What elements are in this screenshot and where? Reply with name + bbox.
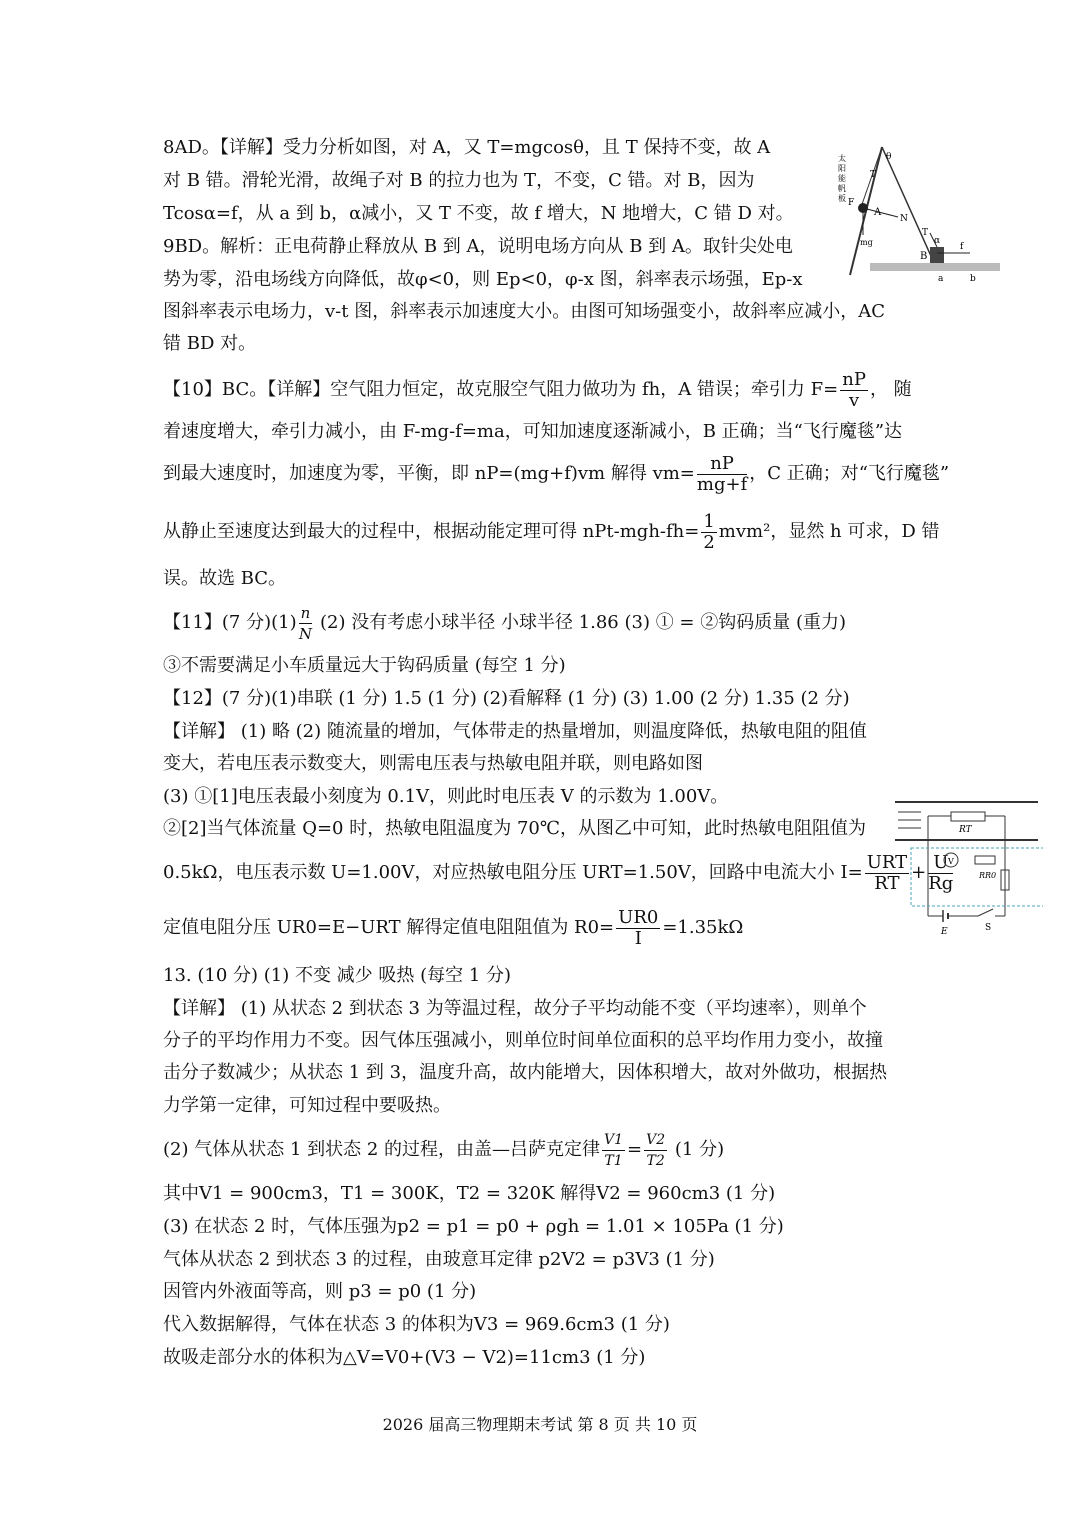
fraction-numerator: nP: [697, 454, 747, 475]
fraction-denominator: Rg: [928, 872, 954, 894]
q12-line-5: ②[2]当气体流量 Q=0 时，热敏电阻温度为 70℃，从图乙中可知，此时热敏电阻阻值为: [163, 818, 866, 839]
fig1-label-f: f: [960, 242, 964, 252]
fraction-denominator: T1: [604, 1152, 623, 1169]
force-diagram-figure: [830, 135, 1000, 285]
fraction-numerator: 1: [703, 510, 715, 532]
switch: [978, 909, 993, 916]
fraction-v2-over-t2: [644, 1130, 667, 1171]
q13-line-6-text-b: (1 分): [669, 1139, 725, 1160]
q11-line-1-text-b: (2) 没有考虑小球半径 小球半径 1.86 (3) ① = ②钩码质量 (重力): [314, 612, 846, 633]
q10-line-3-text-b: ，C 正确；对“飞行魔毯”: [749, 463, 950, 484]
fraction-v1-over-t1: [602, 1130, 625, 1171]
q9-line-2: 势为零，沿电场线方向降低，故φ<0，则 Ep<0，φ-x 图，斜率表示场强，Ep-x: [163, 269, 803, 290]
q10-line-4-text-a: 从静止至速度达到最大的过程中，根据动能定理可得 nPt-mgh-fh=: [163, 521, 700, 542]
q11-line-1-text-a: 【11】(7 分)(1): [163, 612, 297, 633]
q13-line-5: 力学第一定律，可知过程中要吸热。: [163, 1095, 451, 1116]
fraction-denominator: N: [298, 624, 313, 643]
fraction-numerator: UR0: [618, 906, 659, 928]
q13-line-11: 代入数据解得，气体在状态 3 的体积为V3 = 969.6cm3 (1 分): [163, 1314, 670, 1335]
label-rt: RT: [959, 825, 972, 835]
q9-line-1: 9BD。解析：正电荷静止释放从 B 到 A，说明电场方向从 B 到 A。取针尖处电: [163, 236, 793, 257]
q13-line-9: 气体从状态 2 到状态 3 的过程，由玻意耳定律 p2V2 = p3V3 (1 分): [163, 1249, 715, 1270]
fig1-label-3: 帆: [838, 184, 846, 193]
q13-line-4: 击分子数减少；从状态 1 到 3，温度升高，故内能增大，因体积增大，故对外做功，根据热: [163, 1062, 888, 1083]
fig1-label-t2: T: [922, 228, 929, 238]
fraction-numerator: V2: [644, 1130, 667, 1151]
q8-line-1: 8AD。【详解】受力分析如图，对 A，又 T=mgcosθ，且 T 保持不变，故 A: [163, 137, 771, 158]
q10-line-3-text-a: 到最大速度时，加速度为零，平衡，即 nP=(mg+f)vm 解得 vm=: [163, 463, 695, 484]
fig1-label-theta: θ: [886, 152, 892, 162]
fraction-vm: [697, 454, 747, 495]
label-s: S: [985, 923, 992, 933]
q9-line-4: 错 BD 对。: [163, 333, 257, 354]
fig1-label-b: B: [920, 251, 928, 262]
plus-sign: +: [911, 862, 927, 883]
fraction-half: [701, 512, 716, 553]
fraction-numerator: n: [300, 603, 311, 622]
q8-line-3: Tcosα=f，从 a 到 b，α减小，又 T 不变，故 f 增大，N 地增大，C 错 D 对。: [163, 203, 794, 224]
fig1-label-n: N: [900, 214, 908, 224]
q13-line-2: 【详解】 (1) 从状态 2 到状态 3 为等温过程，故分子平均动能不变（平均速率），则单个: [163, 998, 867, 1019]
fig1-label-t1: T: [870, 170, 877, 180]
thermistor: [951, 812, 985, 821]
q10-line-5: 误。故选 BC。: [163, 568, 287, 589]
q10-line-4: [163, 510, 940, 554]
page-footer: 2026 届高三物理期末考试 第 8 页 共 10 页: [382, 1415, 698, 1434]
q10-line-2: 着速度增大，牵引力减小，由 F-mg-f=ma，可知加速度逐渐减小，B 正确；当“飞行魔毯”达: [163, 421, 903, 442]
fraction-numerator: nP: [842, 368, 866, 390]
fig1-label-2: 能: [838, 174, 846, 183]
q12-line-4: (3) ①[1]电压表最小刻度为 0.1V，则此时电压表 V 的示数为 1.00V。: [163, 786, 729, 807]
fraction-np-over-v: [840, 370, 868, 411]
q10-line-1-text-b: ， 随: [869, 379, 912, 400]
fraction-denominator: RT: [874, 872, 900, 894]
thermistor-rt: [975, 856, 995, 864]
fig1-label-mg: mg: [860, 238, 873, 247]
fraction-ur0-over-i: [616, 908, 660, 949]
circuit-diagram-figure: [893, 798, 1043, 938]
fig1-label-a: A: [874, 207, 882, 218]
q13-line-1: 13. (10 分) (1) 不变 减少 吸热 (每空 1 分): [163, 965, 512, 986]
q12-line-3: 变大，若电压表示数变大，则需电压表与热敏电阻并联，则电路如图: [163, 753, 703, 774]
fig1-label-point-b: b: [970, 274, 976, 284]
q13-line-12: 故吸走部分水的体积为△V=V0+(V3 − V2)=11cm3 (1 分): [163, 1347, 646, 1368]
q12-line-7-text-b: =1.35kΩ: [662, 917, 744, 938]
q11-line-2: ③不需要满足小车质量远大于钩码质量 (每空 1 分): [163, 655, 566, 676]
q12-line-1: 【12】(7 分)(1)串联 (1 分) 1.5 (1 分) (2)看解释 (1 分) (3) 1.00 (2 分) 1.35 (2 分): [163, 688, 850, 709]
fig1-label-point-a: a: [938, 274, 944, 284]
q10-line-4-text-b: mvm²，显然 h 可求，D 错: [718, 521, 940, 542]
q11-line-1: [163, 601, 846, 645]
q12-line-7: [163, 904, 743, 952]
dashed-box: [911, 848, 1043, 906]
q13-line-6: [163, 1128, 724, 1172]
object-b: [930, 247, 944, 263]
q13-line-6-text-a: (2) 气体从状态 1 到状态 2 的过程，由盖—吕萨克定律: [163, 1139, 601, 1160]
q13-line-7: 其中V1 = 900cm3，T1 = 300K，T2 = 320K 解得V2 = 960cm3 (1 分): [163, 1183, 776, 1204]
q13-line-3: 分子的平均作用力不变。因气体压强减小，则单位时间单位面积的总平均作用力变小，故撞: [163, 1030, 883, 1051]
q12-line-2: 【详解】 (1) 略 (2) 随流量的增加，气体带走的热量增加，则温度降低，热敏电阻的阻值: [163, 721, 867, 742]
q10-line-1: [163, 368, 912, 412]
q10-line-3: [163, 452, 949, 496]
q12-line-7-text-a: 定值电阻分压 UR0=E−URT 解得定值电阻阻值为 R0=: [163, 917, 615, 938]
q13-line-8: (3) 在状态 2 时，气体压强为p2 = p1 = p0 + ρgh = 1.01 × 105Pa (1 分): [163, 1216, 784, 1237]
fraction-denominator: I: [634, 927, 642, 949]
q12-line-6: [163, 849, 955, 897]
q12-line-6-text-a: 0.5kΩ，电压表示数 U=1.00V，对应热敏电阻分压 URT=1.50V，回路中电流大小 I=: [163, 862, 863, 883]
fig1-label-f-upper: F: [848, 198, 855, 208]
label-e: E: [941, 927, 948, 937]
fig1-label-alpha: α: [934, 236, 941, 246]
fraction-denominator: mg+f: [696, 473, 748, 495]
fraction-n-over-N: [299, 603, 313, 644]
fraction-numerator: V1: [602, 1130, 625, 1151]
fraction-numerator: U: [928, 853, 953, 874]
fraction-denominator: v: [849, 389, 860, 411]
rope: [882, 147, 935, 265]
label-r0: RR0: [979, 871, 997, 880]
fraction-denominator: T2: [646, 1152, 665, 1169]
q10-line-1-text-a: 【10】BC。【详解】空气阻力恒定，故克服空气阻力做功为 fh，A 错误；牵引力 F=: [163, 379, 839, 400]
fraction-denominator: 2: [703, 531, 715, 553]
fig1-label-0: 太: [838, 154, 846, 163]
equals-sign: =: [627, 1139, 643, 1160]
fig1-label-4: 板: [838, 194, 846, 203]
fraction-numerator: URT: [866, 851, 908, 873]
q8-line-2: 对 B 错。滑轮光滑，故绳子对 B 的拉力也为 T，不变，C 错。对 B，因为: [163, 170, 755, 191]
label-v: V: [948, 857, 954, 866]
ground: [870, 263, 1000, 271]
fig1-label-1: 阳: [838, 164, 846, 173]
q13-line-10: 因管内外液面等高，则 p3 = p0 (1 分): [163, 1281, 477, 1302]
q9-line-3: 图斜率表示电场力，v-t 图，斜率表示加速度大小。由图可知场强变小，故斜率应减小，AC: [163, 301, 885, 322]
